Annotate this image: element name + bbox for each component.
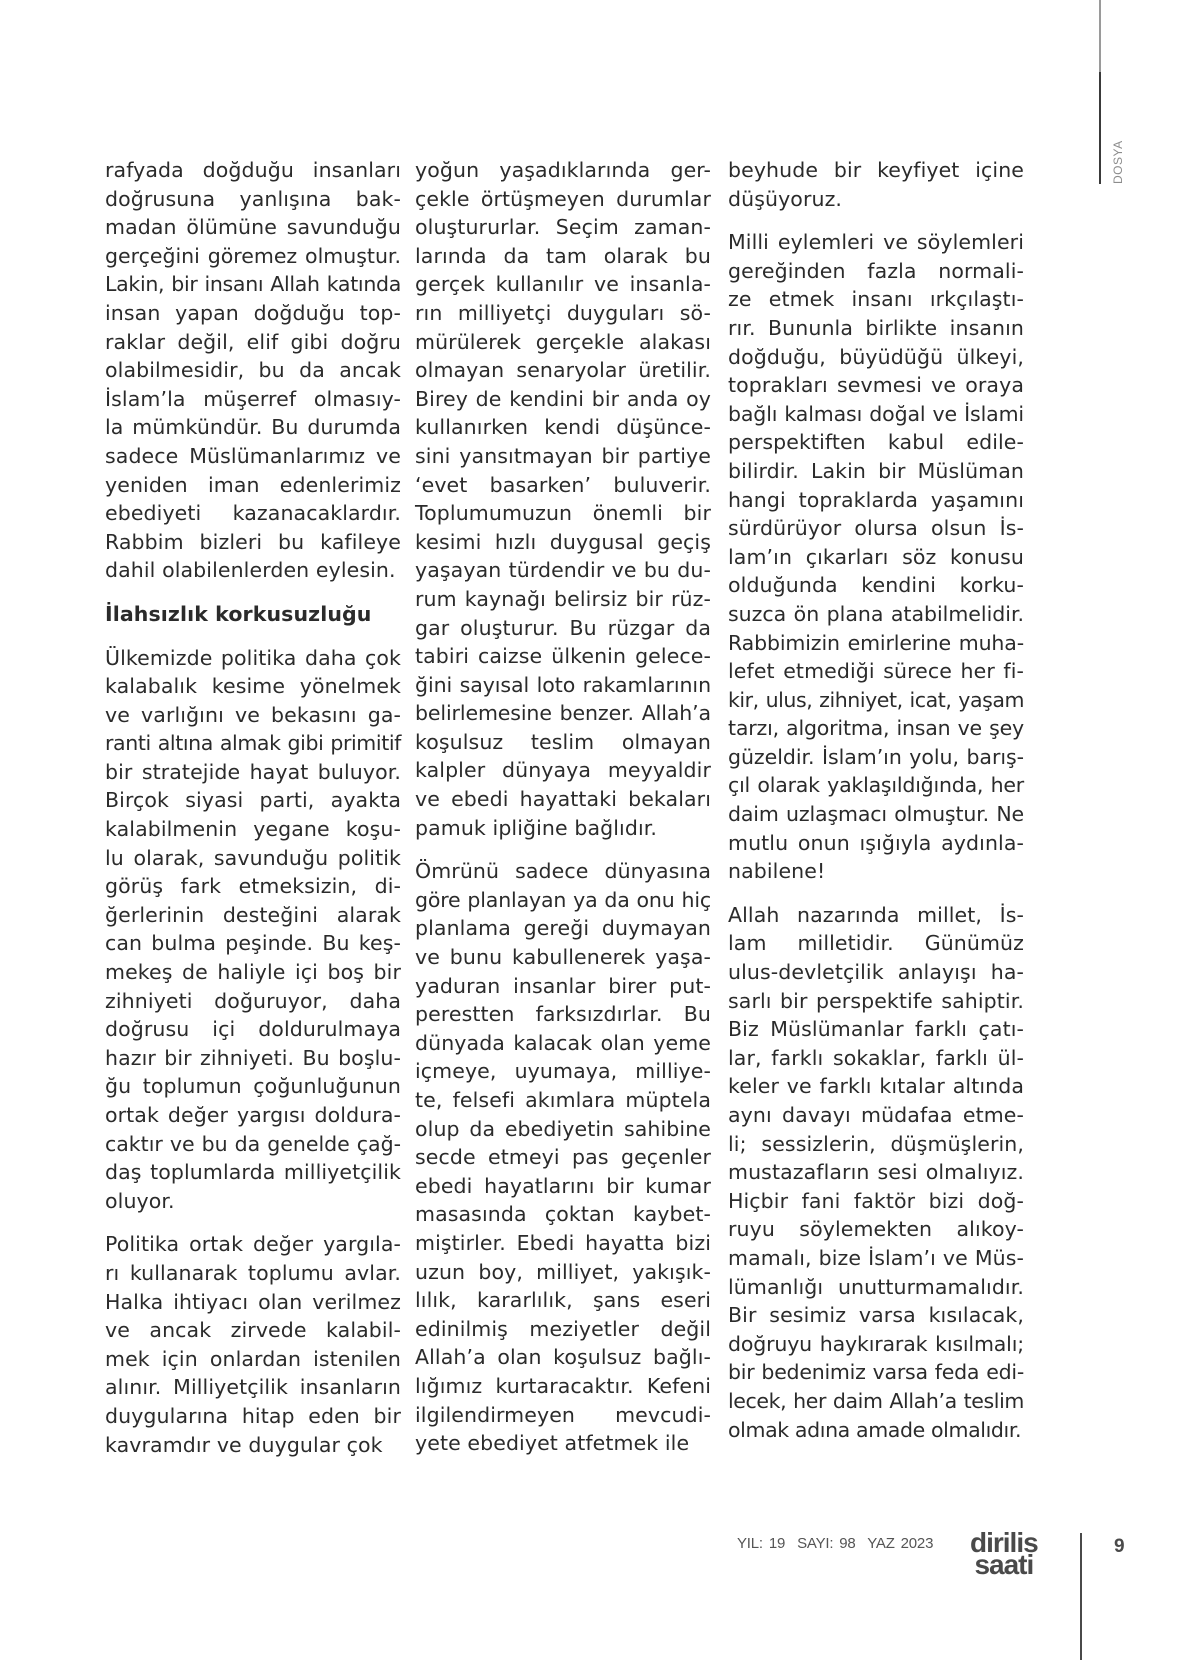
text-line: yaduran insanlar birer put- (415, 973, 711, 998)
text-line: lılık, kararlılık, şans eseri (415, 1288, 711, 1313)
logo-line-2: saati (974, 1549, 1034, 1580)
text-line: alınır. Milliyetçilik insanların (105, 1375, 401, 1400)
text-line: ğini sayısal loto rakamlarının (415, 672, 711, 697)
text-line: lecek, her daim Allah’a teslim (728, 1388, 1024, 1413)
text-line: masasında çoktan kaybet- (415, 1202, 711, 1227)
text-line: doğrusuna yanlışına bak- (105, 186, 401, 211)
text-line: olup da ebediyetin sahibine (415, 1116, 711, 1141)
text-line: duygularına hitap eden bir (105, 1403, 401, 1428)
text-line: Politika ortak değer yargıla- (105, 1232, 401, 1257)
text-line: olabilmesidir, bu da ancak (105, 358, 401, 383)
top-rule-dark (1099, 72, 1101, 184)
text-line: rafyada doğduğu insanları (105, 158, 401, 182)
text-line: sini yansıtmayan bir partiye (415, 443, 711, 468)
text-line: Birçok siyasi parti, ayakta (105, 788, 401, 813)
text-line: ranti altına almak gibi primitif (105, 731, 401, 756)
issue-info: YIL: 19 SAYI: 98 YAZ 2023 (737, 1535, 934, 1552)
text-line: kalpler dünyaya meyyaldir (415, 758, 711, 783)
text-line: rın milliyetçi duyguları sö- (415, 300, 711, 325)
footer-divider (1080, 1533, 1082, 1660)
text-line: toprakları sevmesi ve oraya (728, 373, 1024, 398)
text-line: caktır ve bu da genelde çağ- (105, 1131, 401, 1156)
text-line: çıl olarak yaklaşıldığında, her (728, 773, 1024, 798)
section-label: DOSYA (1111, 140, 1125, 184)
text-line: secde etmeyi pas geçenler (415, 1145, 711, 1170)
paragraph (728, 901, 1024, 1444)
text-line: pamuk ipliğine bağlıdır. (415, 815, 658, 840)
text-line: lefet etmediği sürece her fi- (728, 659, 1024, 684)
text-line: Biz Müslümanlar farklı çatı- (728, 1017, 1024, 1042)
text-line: lığımız kurtaracaktır. Kefeni (415, 1373, 711, 1398)
text-line: Halka ihtiyacı olan verilmez (105, 1289, 401, 1314)
text-line: ilgilendirmeyen mevcudi- (415, 1402, 711, 1427)
text-line: bağlı kalması doğal ve İslami (728, 401, 1024, 426)
text-line: lar, farklı sokaklar, farklı ül- (728, 1045, 1024, 1070)
text-line: li; sessizlerin, düşmüşlerin, (728, 1131, 1024, 1156)
text-line: mürülerek gerçekle alakası (415, 329, 711, 354)
paragraph (105, 1230, 401, 1459)
text-line: Lakin, bir insanı Allah katında (105, 272, 401, 297)
paragraph (415, 156, 711, 842)
text-line: la mümkündür. Bu durumda (105, 415, 401, 440)
text-line: Milli eylemleri ve söylemleri (728, 230, 1024, 255)
text-line: kesimi hızlı duygusal geçiş (415, 529, 711, 554)
text-line: ğu toplumun çoğunluğunun (105, 1074, 401, 1099)
text-line: mekeş de haliyle içi boş bir (105, 960, 401, 985)
text-line: suzca ön plana atabilmelidir. (728, 601, 1024, 626)
text-line: doğruyu haykırarak kısılmalı; (728, 1331, 1024, 1356)
text-line: Hiçbir fani faktör bizi doğ- (728, 1188, 1024, 1213)
text-line: oluyor. (105, 1188, 175, 1213)
text-line: gar oluşturur. Bu rüzgar da (415, 615, 711, 640)
text-line: lu olarak, savunduğu politik (105, 845, 401, 870)
text-line: Bir sesimiz varsa kısılacak, (728, 1303, 1024, 1328)
text-line: içmeye, uyumaya, milliye- (415, 1059, 711, 1084)
text-line: oluştururlar. Seçim zaman- (415, 215, 711, 240)
text-line: can bulma peşinde. Bu keş- (105, 931, 401, 956)
text-line: yaşayan türdendir ve bu du- (415, 558, 711, 583)
text-line: zihniyeti doğuruyor, daha (105, 988, 401, 1013)
subheading: İlahsızlık korkusuzluğu (105, 601, 372, 626)
text-line: edinilmiş meziyetler değil (415, 1316, 711, 1341)
text-line: rum kaynağı belirsiz bir rüz- (415, 586, 711, 611)
text-line: lam’ın çıkarları söz konusu (728, 544, 1024, 569)
text-line: mustazafların sesi olmalıyız. (728, 1160, 1024, 1185)
text-line: mamalı, bize İslam’ı ve Müs- (728, 1245, 1024, 1270)
text-line: İslam’la müşerref olmasıy- (105, 386, 401, 411)
text-line: olmak adına amade olmalıdır. (728, 1417, 1022, 1442)
text-line: ve bunu kabullenerek yaşa- (415, 945, 711, 970)
text-line: ebedi hayatlarını bir kumar (415, 1173, 711, 1198)
text-line: Ömrünü sadece dünyasına (415, 859, 711, 884)
text-line: sarlı bir perspektife sahiptir. (728, 988, 1024, 1013)
text-line: koşulsuz teslim olmayan (415, 729, 711, 754)
paragraph (105, 156, 401, 585)
text-line: hazır bir zihniyeti. Bu boşlu- (105, 1045, 401, 1070)
text-line: rır. Bununla birlikte insanın (728, 315, 1024, 340)
text-line: ve ancak zirvede kalabil- (105, 1318, 401, 1343)
text-line: mek için onlardan istenilen (105, 1346, 401, 1371)
text-line: yete ebediyet atfetmek ile (415, 1431, 690, 1456)
text-line: bir stratejide hayat buluyor. (105, 759, 401, 784)
text-line: yoğun yaşadıklarında ger- (415, 158, 711, 182)
text-line: belirlemesine benzer. Allah’a (415, 701, 711, 726)
text-line: dahil olabilenlerden eylesin. (105, 558, 396, 583)
text-line: sürdürüyor olursa olsun İs- (728, 516, 1024, 541)
text-line: Toplumumuzun önemli bir (415, 501, 711, 526)
text-line: olduğunda kendini korku- (728, 573, 1024, 598)
text-line: rı kullanarak toplumu avlar. (105, 1260, 401, 1285)
text-column-3 (728, 156, 1024, 1459)
text-line: düşüyoruz. (728, 186, 843, 211)
text-line: Birey de kendini bir anda oy (415, 386, 711, 411)
text-line: ruyu söylemekten alıkoy- (728, 1217, 1024, 1242)
text-line: gereğinden fazla normali- (728, 258, 1024, 283)
text-line: tarzı, algoritma, insan ve şey (728, 716, 1024, 741)
text-line: larında da tam olarak bu (415, 243, 711, 268)
text-line: lümanlığı unutturmamalıdır. (728, 1274, 1024, 1299)
text-line: kavramdır ve duygular çok (105, 1432, 383, 1457)
paragraph (728, 228, 1024, 886)
text-line: ze etmek insanı ırkçılaştı- (728, 287, 1024, 312)
text-line: madan ölümüne savunduğu (105, 215, 401, 240)
text-column-2 (415, 156, 711, 1473)
text-line: te, felsefi akımlara müptela (415, 1088, 711, 1112)
text-line: bilirdir. Lakin bir Müslüman (728, 458, 1024, 483)
text-line: ve varlığını ve bekasını ga- (105, 702, 401, 727)
text-line: keler ve farklı kıtalar altında (728, 1074, 1024, 1099)
text-line: doğrusu içi doldurulmaya (105, 1017, 401, 1042)
magazine-logo (970, 1527, 1038, 1580)
text-line: kullanırken kendi düşünce- (415, 415, 711, 440)
text-line: Allah nazarında millet, İs- (728, 902, 1024, 927)
text-line: Ülkemizde politika daha çok (105, 645, 401, 670)
text-line: sadece Müslümanlarımız ve (105, 443, 401, 468)
text-line: göre planlayan ya da onu hiç (415, 887, 711, 912)
text-line: Allah’a olan koşulsuz bağlı- (415, 1345, 711, 1370)
text-line: mutlu onun ışığıyla aydınla- (728, 830, 1024, 855)
text-line: perspektiften kabul edile- (728, 430, 1024, 455)
text-line: hangi topraklarda yaşamını (728, 487, 1024, 512)
text-line: ebediyeti kazanacaklardır. (105, 501, 401, 526)
text-line: lam milletidir. Günümüz (728, 931, 1024, 956)
text-line: ortak değer yargısı doldura- (105, 1103, 401, 1127)
text-line: Rabbim bizleri bu kafileye (105, 529, 401, 554)
text-line: gerçek kullanılır ve insanla- (415, 272, 711, 297)
text-line: nabilene! (728, 859, 826, 884)
text-line: doğduğu, büyüdüğü ülkeyi, (728, 344, 1024, 369)
page-number: 9 (1114, 1536, 1125, 1557)
text-line: Rabbimizin emirlerine muha- (728, 630, 1024, 655)
text-line: aynı davayı müdafaa etme- (728, 1103, 1024, 1127)
text-line: çekle örtüşmeyen durumlar (415, 186, 711, 211)
text-line: yeniden iman edenlerimiz (105, 472, 401, 497)
text-line: görüş fark etmeksizin, di- (105, 874, 401, 899)
text-line: güzeldir. İslam’ın yolu, barış- (728, 744, 1024, 769)
logo-line-1: dirilis (970, 1527, 1038, 1558)
text-line: gerçeğini göremez olmuştur. (105, 243, 401, 268)
text-column-1 (105, 156, 401, 1474)
text-line: ve ebedi hayattaki bekaları (415, 787, 711, 812)
text-line: tabiri caizse ülkenin gelece- (415, 644, 711, 669)
text-line: miştirler. Ebedi hayatta bizi (415, 1230, 711, 1255)
text-line: beyhude bir keyfiyet içine (728, 158, 1024, 182)
text-line: olmayan senaryolar üretilir. (415, 358, 711, 383)
top-rule-light (1099, 0, 1101, 72)
text-line: bir bedenimiz varsa feda edi- (728, 1360, 1024, 1385)
text-line: insan yapan doğduğu top- (105, 300, 401, 325)
text-line: planlama gereği duymayan (415, 916, 711, 941)
paragraph (105, 644, 401, 1216)
text-line: ğerlerinin desteğini alarak (105, 902, 401, 927)
text-line: perestten farksızdırlar. Bu (415, 1002, 711, 1027)
text-line: kir, ulus, zihniyet, icat, yaşam (728, 687, 1024, 712)
text-line: kalabilmenin yegane koşu- (105, 817, 401, 842)
text-line: daş toplumlarda milliyetçilik (105, 1160, 401, 1185)
text-line: uzun boy, milliyet, yakışık- (415, 1259, 711, 1284)
text-line: dünyada kalacak olan yeme (415, 1030, 711, 1055)
text-line: daim uzlaşmacı olmuştur. Ne (728, 802, 1024, 827)
text-line: kalabalık kesime yönelmek (105, 674, 401, 699)
text-line: ‘evet basarken’ buluverir. (415, 472, 711, 497)
paragraph (728, 156, 1024, 213)
text-line: raklar değil, elif gibi doğru (105, 329, 401, 354)
paragraph (415, 857, 711, 1457)
text-line: ulus-devletçilik anlayışı ha- (728, 960, 1024, 985)
